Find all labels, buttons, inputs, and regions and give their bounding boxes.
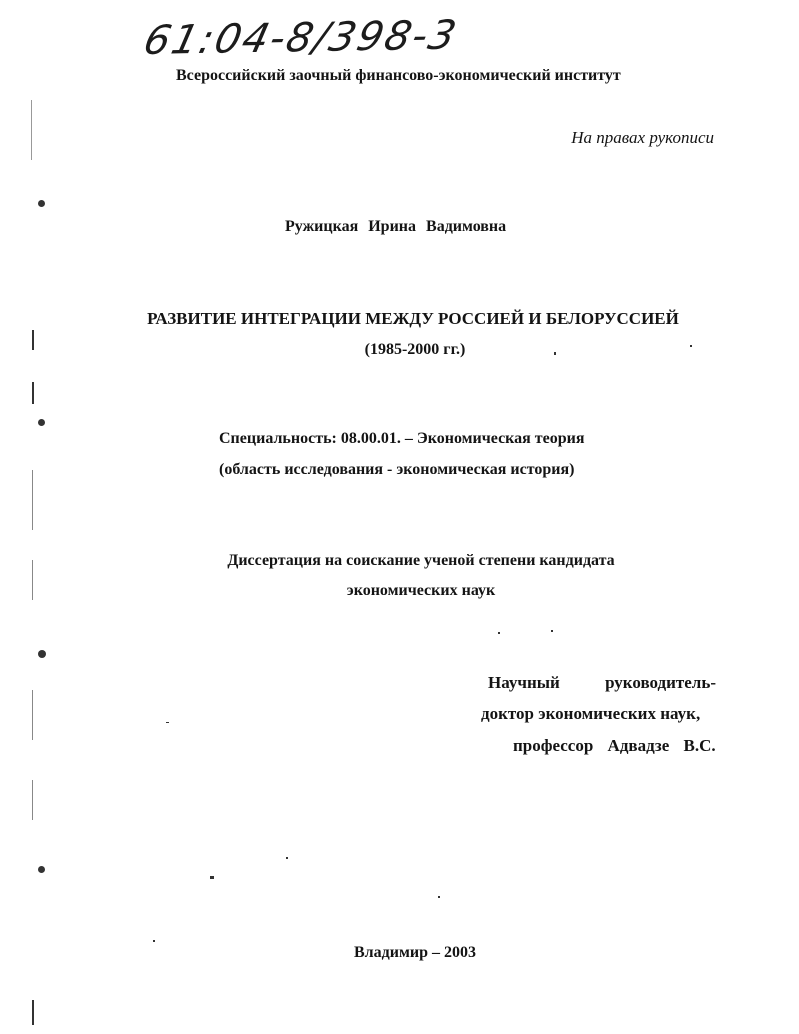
scan-speck xyxy=(554,352,556,355)
specialty-line-1: Специальность: 08.00.01. – Экономическая теория xyxy=(219,430,585,447)
scan-mark xyxy=(32,330,34,350)
scan-mark xyxy=(31,100,32,160)
scan-mark xyxy=(32,780,33,820)
scan-speck xyxy=(438,896,440,898)
scan-speck xyxy=(286,857,288,859)
specialty-line-2: (область исследования - экономическая история) xyxy=(219,461,575,478)
scan-speck xyxy=(153,940,155,942)
scan-dot xyxy=(38,866,45,873)
dissertation-type-line-1: Диссертация на соискание ученой степени кандидата xyxy=(227,552,615,569)
scan-dot xyxy=(38,200,45,207)
supervisor-role-word-1: Научный xyxy=(488,673,560,692)
dissertation-title: РАЗВИТИЕ ИНТЕГРАЦИИ МЕЖДУ РОССИЕЙ И БЕЛОРУССИЕЙ xyxy=(147,309,679,328)
scan-speck xyxy=(551,630,553,632)
author-name: Ружицкая Ирина Вадимовна xyxy=(285,218,507,235)
city-year: Владимир – 2003 xyxy=(354,944,476,961)
scan-mark xyxy=(32,690,33,740)
supervisor-role-word-2: руководитель- xyxy=(605,673,716,692)
scan-mark xyxy=(32,1000,34,1025)
scan-dot xyxy=(38,650,46,658)
scan-speck xyxy=(690,345,692,347)
scan-speck xyxy=(498,632,500,634)
supervisor-name: профессор Адвадзе В.С. xyxy=(513,736,716,755)
supervisor-degree: доктор экономических наук, xyxy=(481,704,701,723)
supervisor-role xyxy=(488,673,716,693)
rights-note: На правах рукописи xyxy=(571,128,714,147)
title-years: (1985-2000 гг.) xyxy=(364,341,466,358)
scan-speck xyxy=(210,876,214,879)
scan-mark xyxy=(32,560,33,600)
scan-dot xyxy=(38,419,45,426)
scan-mark xyxy=(32,382,34,404)
dissertation-type-line-2: экономических наук xyxy=(346,582,496,599)
institute-name: Всероссийский заочный финансово-экономический институт xyxy=(176,67,621,84)
archive-number-handwritten: 61:04-8/398-3 xyxy=(139,12,463,64)
scan-mark xyxy=(32,470,33,530)
scan-speck xyxy=(166,722,169,723)
